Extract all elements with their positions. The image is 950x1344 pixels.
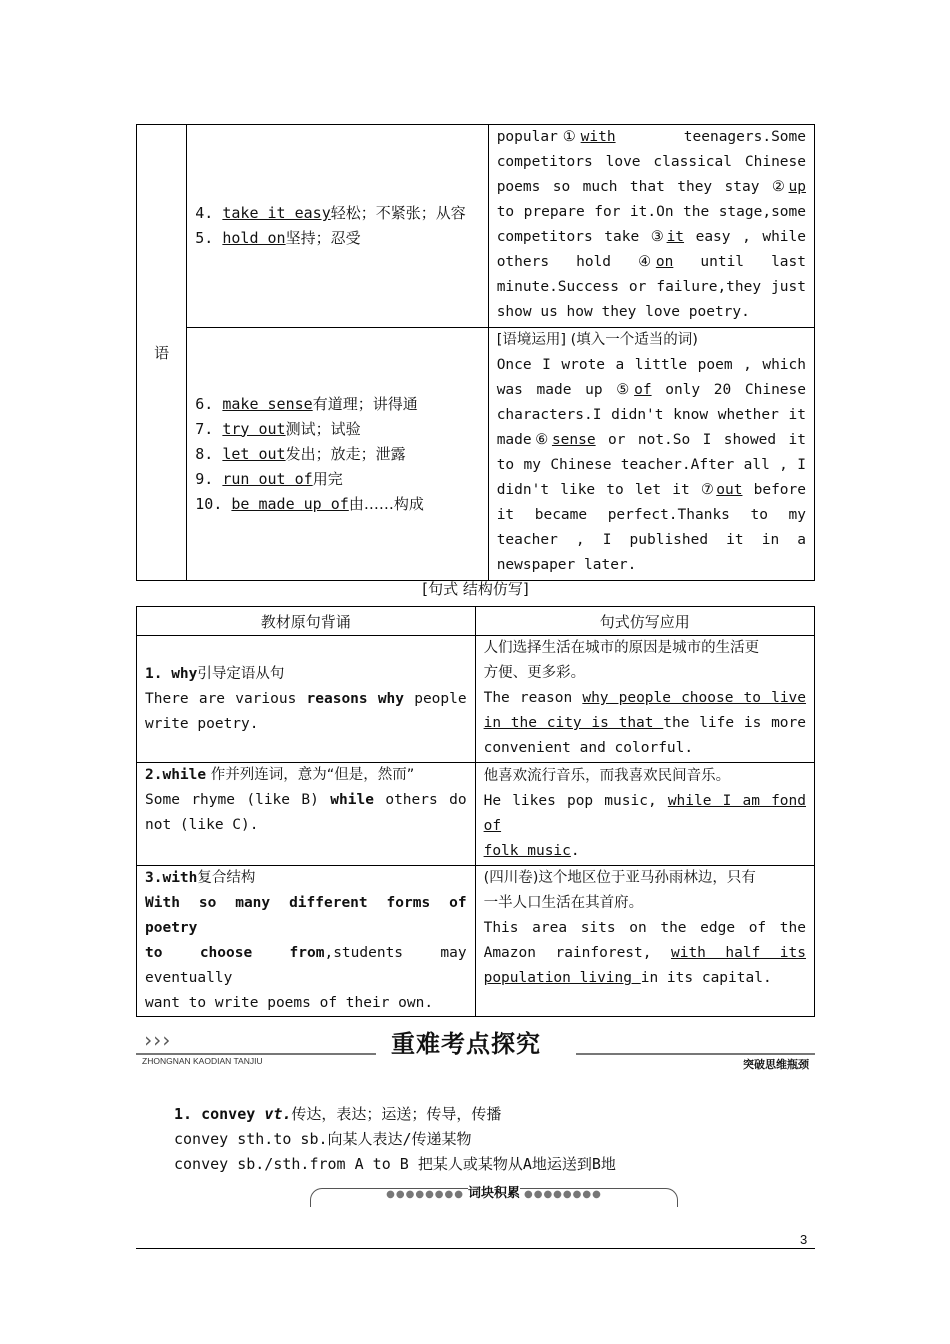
passage-line: teacher , I published it in a xyxy=(496,532,806,548)
sentence-line: He likes pop music, while I am fond of xyxy=(483,793,806,834)
convey-entry xyxy=(174,1102,616,1177)
sentence-title: 3.with复合结构 xyxy=(145,870,256,886)
passage-line: it became perfect.Thanks to my xyxy=(496,507,806,523)
sentence-right-3 xyxy=(475,866,814,1017)
sentence-left-1 xyxy=(137,636,476,763)
sentence-line: not (like C). xyxy=(145,817,259,833)
sentence-title: 1. why引导定语从句 xyxy=(145,665,285,682)
sentence-cn: (四川卷)这个地区位于亚马孙雨林边，只有 xyxy=(483,870,756,886)
passage-line: Once I wrote a little poem , which xyxy=(496,357,806,373)
sentence-cn: 他喜欢流行音乐，而我喜欢民间音乐。 xyxy=(483,768,731,784)
chunk-label-box xyxy=(310,1182,678,1208)
sentence-table xyxy=(136,606,815,1017)
passage-line: characters.I didn't know whether it xyxy=(496,407,806,423)
sentence-cn: 一半人口生活在其首府。 xyxy=(483,895,644,911)
sentence-cn: 方便、更多彩。 xyxy=(483,665,586,681)
sentence-line: Amazon rainforest, with half its xyxy=(483,945,806,961)
passage-1 xyxy=(488,125,814,328)
section-banner xyxy=(136,1020,815,1070)
sentence-line: Some rhyme (like B) while others do xyxy=(145,792,467,808)
passage-line: competitors love classical Chinese xyxy=(496,154,806,170)
sentence-line: population living in its capital. xyxy=(483,970,772,986)
passage-line: was made up ⑤of only 20 Chinese xyxy=(496,382,806,398)
banner-right: 突破思维瓶颈 xyxy=(743,1058,809,1071)
convey-line-2: convey sb./sth.from A to B 把某人或某物从A地运送到B地 xyxy=(174,1155,616,1173)
phrase-item: 9. run out of用完 xyxy=(195,469,343,488)
passage-line: popular①with teenagers.Some xyxy=(496,129,806,145)
passage-line: show us how they love poetry. xyxy=(496,304,750,320)
sentence-line: There are various reasons why people xyxy=(145,690,467,707)
footer-rule xyxy=(136,1248,815,1249)
vocab-category: 语 xyxy=(137,125,187,581)
sentence-line: convenient and colorful. xyxy=(483,740,694,756)
sentence-line: folk music. xyxy=(483,843,580,859)
passage-line: didn't like to let it ⑦out before xyxy=(496,482,806,498)
sentence-left-3 xyxy=(137,866,476,1017)
phrase-list-2 xyxy=(187,328,488,581)
col-header-original: 教材原句背诵 xyxy=(137,607,476,636)
phrase-list-1 xyxy=(187,125,488,328)
convey-meaning: 传达，表达；运送；传导，传播 xyxy=(291,1105,502,1123)
phrase-item: 4. take it easy轻松；不紧张；从容 xyxy=(195,204,466,222)
passage-line: minute.Success or failure,they just xyxy=(496,279,806,295)
sentence-line: With so many different forms of poetry xyxy=(145,895,467,936)
passage-line: newspaper later. xyxy=(496,557,637,573)
convey-pos: vt. xyxy=(264,1105,292,1123)
sentence-line: in the city is that the life is more xyxy=(483,715,806,731)
col-header-application: 句式仿写应用 xyxy=(475,607,814,636)
passage-line: competitors take ③it easy , while xyxy=(496,229,806,245)
sentence-title: 2.while 作并列连词，意为“但是，然而” xyxy=(145,767,415,783)
sentence-caption: [句式 结构仿写] xyxy=(422,580,529,598)
phrase-item: 8. let out发出；放走；泄露 xyxy=(195,444,406,463)
sentence-right-1 xyxy=(475,636,814,763)
phrase-item: 6. make sense有道理；讲得通 xyxy=(195,394,418,413)
phrase-item: 7. try out测试；试验 xyxy=(195,419,361,438)
sentence-left-2 xyxy=(137,763,476,866)
sentence-line: write poetry. xyxy=(145,715,259,732)
passage-line: to my Chinese teacher.After all , I xyxy=(496,457,806,473)
sentence-line: This area sits on the edge of the xyxy=(483,920,806,936)
passage-line: poems so much that they stay ②up xyxy=(496,179,806,195)
banner-pinyin: ZHONGNAN KAODIAN TANJIU xyxy=(142,1056,263,1066)
passage-line: to prepare for it.On the stage,some xyxy=(496,204,806,220)
context-heading: [语境运用] (填入一个适当的词) xyxy=(496,332,698,348)
convey-line-1: convey sth.to sb.向某人表达/传递某物 xyxy=(174,1130,472,1148)
passage-2 xyxy=(488,328,814,581)
passage-line: others hold ④on until last xyxy=(496,254,806,270)
sentence-right-2 xyxy=(475,763,814,866)
convey-word: convey xyxy=(201,1105,256,1123)
convey-num: 1. xyxy=(174,1105,193,1123)
passage-line: made⑥sense or not.So I showed it xyxy=(496,432,806,448)
vocab-table xyxy=(136,124,815,581)
sentence-line: to choose from,students may eventually xyxy=(145,945,467,986)
phrase-item: 5. hold on坚持；忍受 xyxy=(195,229,361,247)
phrase-item: 10. be made up of由……构成 xyxy=(195,494,424,513)
chunk-label: ●●●●●●●● 词块积累 ●●●●●●●● xyxy=(310,1182,678,1201)
banner-title: 重难考点探究 xyxy=(391,1030,541,1058)
sentence-line: The reason why people choose to live xyxy=(483,690,807,706)
sentence-cn: 人们选择生活在城市的原因是城市的生活更 xyxy=(483,640,760,656)
arrows-icon: ››› xyxy=(142,1028,170,1052)
sentence-line: want to write poems of their own. xyxy=(145,995,434,1011)
page-number: 3 xyxy=(800,1232,808,1247)
